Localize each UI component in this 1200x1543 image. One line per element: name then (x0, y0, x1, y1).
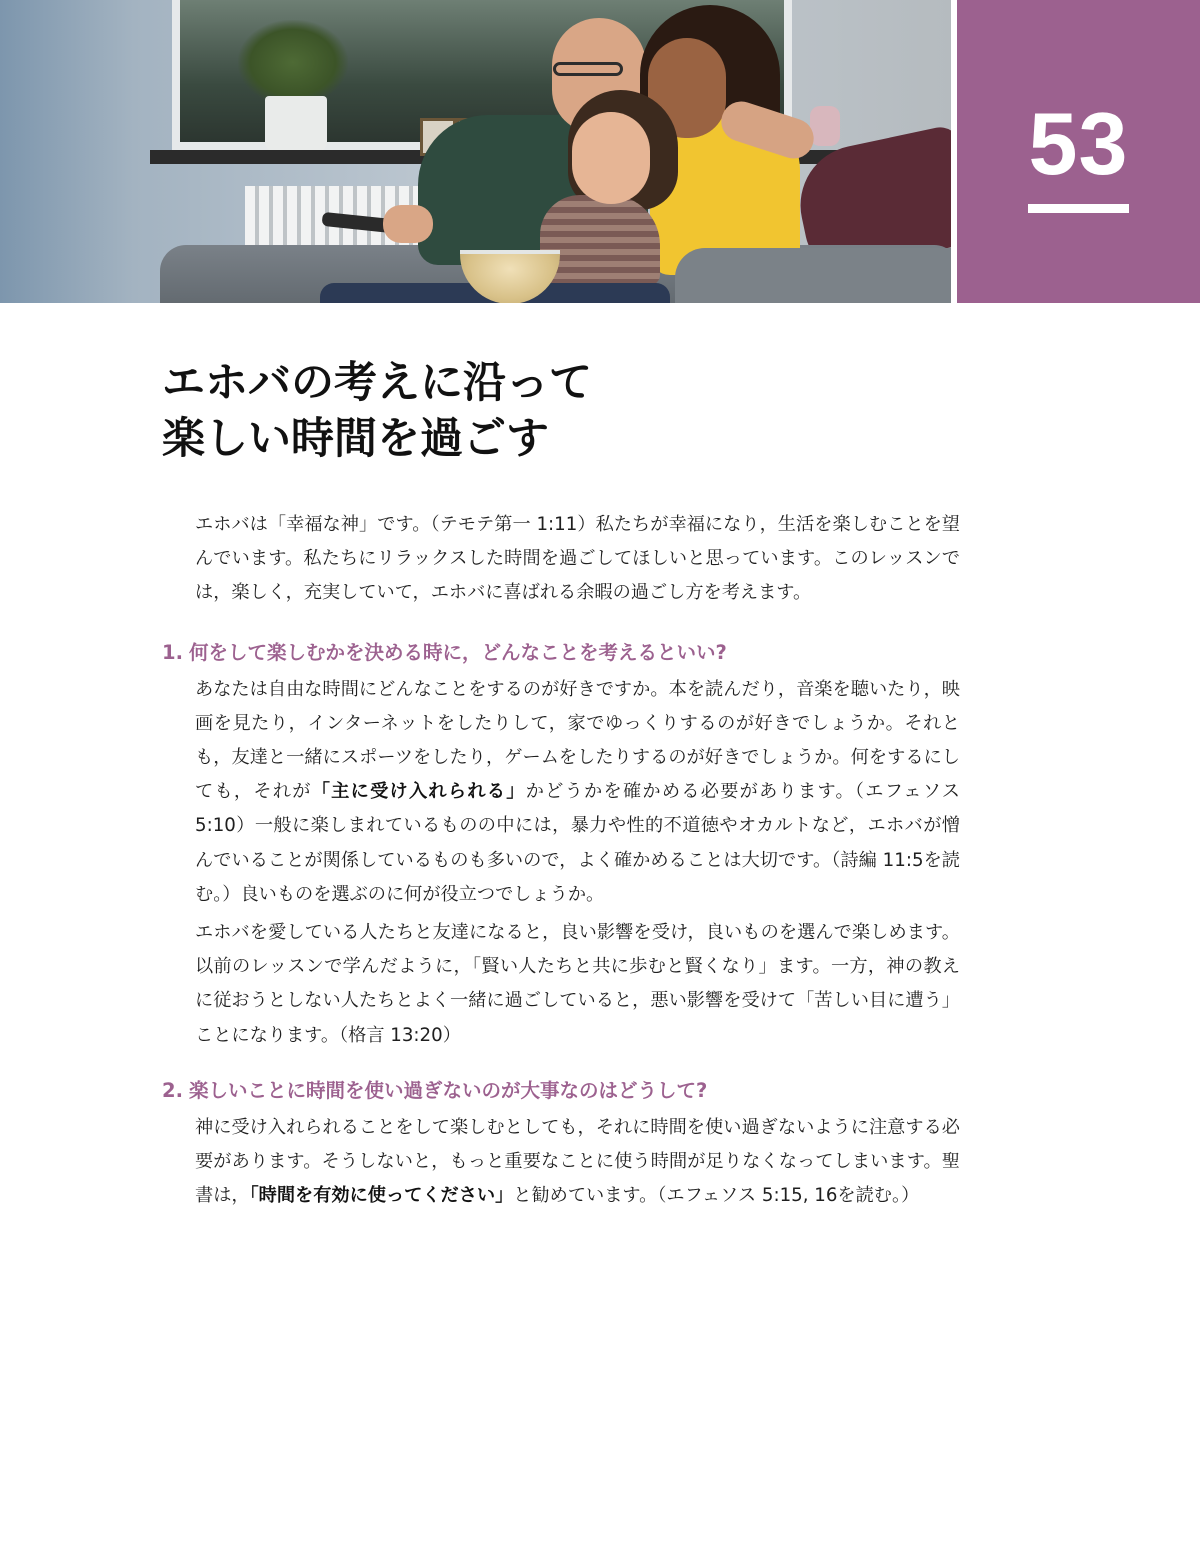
plant (238, 20, 348, 105)
sofa-arm (675, 248, 951, 303)
section-1-paragraph-2: エホバを愛している人たちと友達になると，良い影響を受け，良いものを選んで楽しめます。以前のレッスンで学んだように，「賢い人たちと共に歩むと賢くなり」ます。一方，神の教えに従おうとしない人たちとよく一緒に過ごしていると，悪い影響を受けて「苦しい目に遭う」ことになります。（格言 13:20） (195, 922, 960, 1046)
page-title-line-1: エホバの考えに沿って (162, 358, 592, 408)
question-number: 2. (162, 1078, 183, 1102)
paragraph-text: かどうかを確かめる必要があります。（エフェソス 5:10）一般に楽しまれているものの中には，暴力や性的不道徳やオカルトなど，エホバが憎んでいることが関係しているものも多いので，よく確かめることは大切です。（詩編 11:5を読む。）良いものを選ぶのに何が役立つでしょうか。 (195, 781, 960, 905)
plant-pot (265, 96, 327, 152)
paragraph-text: と勧めています。（エフェソス 5:15, 16を読む。） (513, 1185, 920, 1207)
question-heading-1 (162, 637, 962, 669)
header-photo (0, 0, 951, 303)
scripture-quote: 「時間を有効に使ってください」 (249, 1185, 514, 1207)
section-1-paragraph-1 (195, 673, 960, 912)
vase (810, 106, 840, 146)
lesson-content (162, 508, 960, 1213)
question-heading-2 (162, 1075, 962, 1107)
page-title-line-2: 楽しい時間を過ごす (162, 414, 549, 464)
question-text: 何をして楽しむかを決める時に，どんなことを考えるといい? (188, 640, 727, 664)
paragraph-text: あなたは自由な時間にどんなことをするのが好きですか。本を読んだり，音楽を聴いたり，映画を見たり，インターネットをしたりして，家でゆっくりするのが好きでしょうか。それとも，友達と一緒にスポーツをしたり，ゲームをしたりするのが好きでしょうか。何をするにしても，それが (195, 678, 960, 803)
lesson-number: 53 (1028, 94, 1129, 193)
girl-figure (540, 195, 660, 285)
paragraph-text: 神に受け入れられることをして楽しむとしても，それに時間を使い過ぎないように注意する必要があります。そうしないと，もっと重要なことに使う時間が足りなくなってしまいます。聖書は， (195, 1116, 960, 1207)
lesson-number-badge (957, 0, 1200, 303)
section-2-paragraph-1 (195, 1111, 960, 1214)
glasses (553, 62, 623, 76)
question-number: 1. (162, 640, 183, 664)
question-text: 楽しいことに時間を使い過ぎないのが大事なのはどうして? (188, 1078, 708, 1102)
lesson-number-underline (1028, 204, 1129, 213)
intro-paragraph: エホバは「幸福な神」です。（テモテ第一 1:11）私たちが幸福になり，生活を楽しむことを望んでいます。私たちにリラックスした時間を過ごしてほしいと思っています。このレッスンでは，楽しく，充実していて，エホバに喜ばれる余暇の過ごし方を考えます。 (195, 514, 960, 604)
scripture-quote: 「主に受け入れられる」 (311, 781, 526, 803)
page-title (162, 355, 962, 467)
man-hand (383, 205, 433, 243)
girl-head (572, 112, 650, 204)
